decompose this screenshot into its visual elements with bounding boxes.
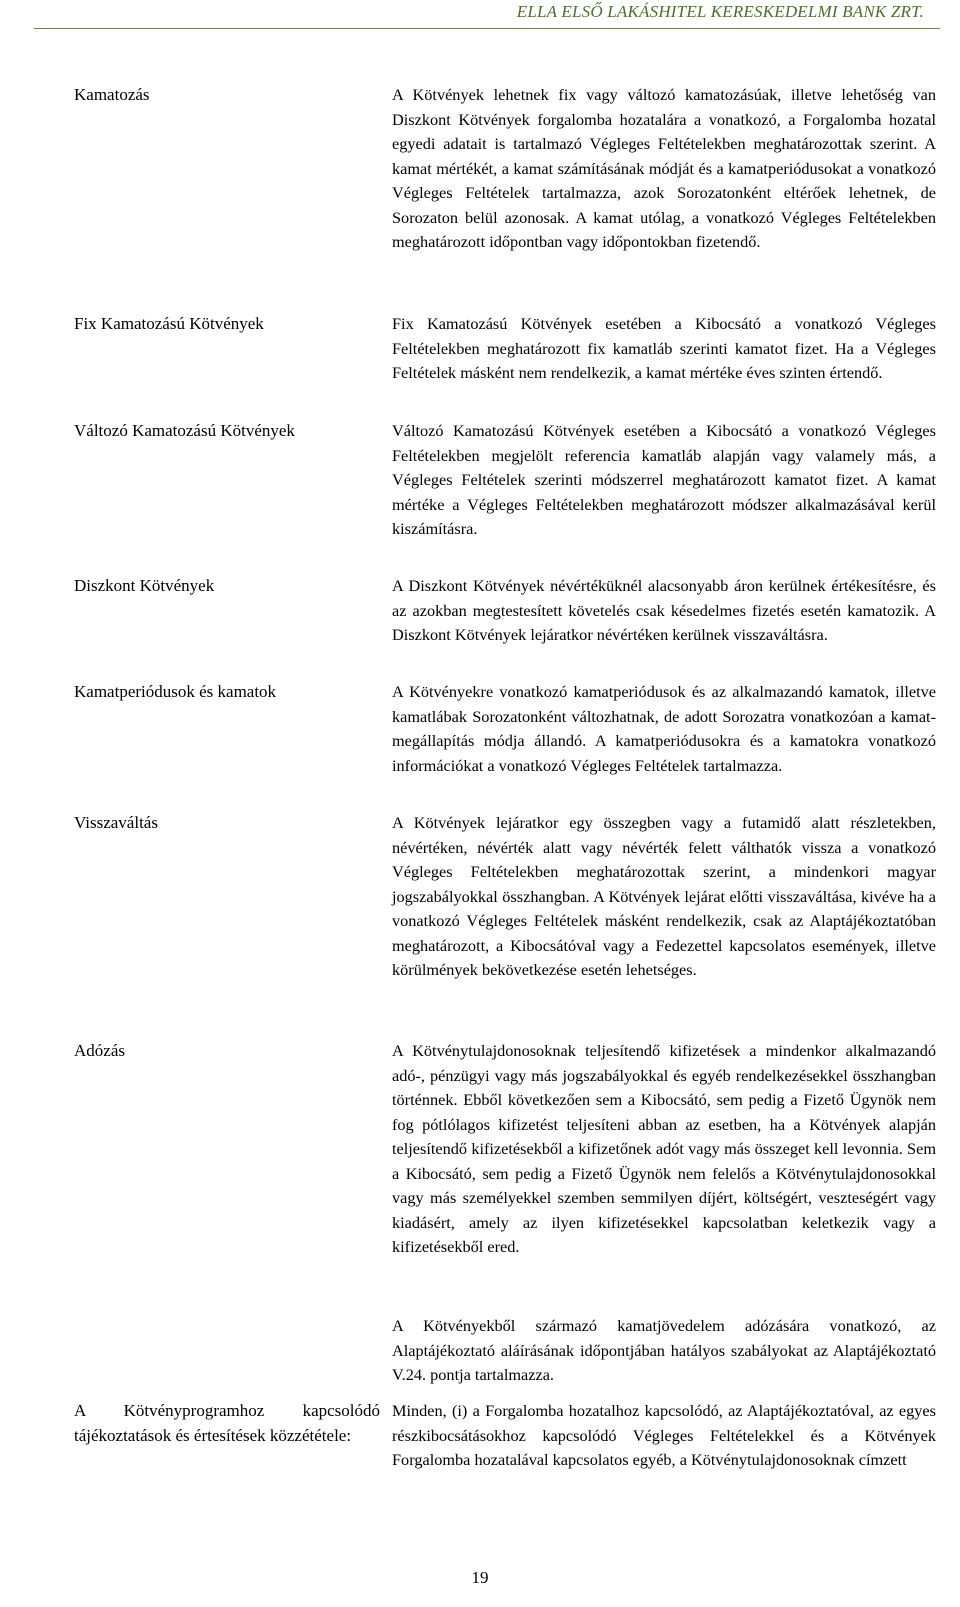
- section-label: Fix Kamatozású Kötvények: [74, 314, 264, 333]
- section-text: Fix Kamatozású Kötvények esetében a Kibocsátó a vonatkozó Végleges Feltételekben meghatározott fix kamatláb szerinti kamatot fizet. Ha a Végleges Feltételek másként nem rendelkezik, a kamat mértéke éves szinten értendő.: [392, 314, 936, 382]
- section-label: Adózás: [74, 1041, 125, 1060]
- section-text: A Kötvények lejáratkor egy összegben vagy a futamidő alatt részletekben, névértéken, névérték alatt vagy névérték felett válthatók vissza a vonatkozó Végleges Feltételekben meghatározottak szerint, a mindenkori magyar jogszabályokkal összhangban. A Kötvények lejárat előtti visszaváltása, kivéve ha a vonatkozó Végleges Feltételek másként rendelkezik, csak az Alaptájékoztatóban meghatározott, a Kibocsátóval vagy a Fedezettel kapcsolatos események, illetve körülmények bekövetkezése esetén lehetséges.: [392, 813, 936, 979]
- section-text: Minden, (i) a Forgalomba hozatalhoz kapcsolódó, az Alaptájékoztatóval, az egyes részkibocsátásokhoz kapcsolódó Végleges Feltételekkel és a Kötvények Forgalomba hozatalával kapcsolatos egyéb, a Kötvénytulajdonosoknak címzett: [392, 1401, 936, 1469]
- section-label: Diszkont Kötvények: [74, 576, 215, 595]
- section-text: A Kötvények lehetnek fix vagy változó kamatozásúak, illetve lehetőség van Diszkont Kötvények forgalomba hozatalára a vonatkozó, a Forgalomba hozatal egyedi adatait is tartalmazó Végleges Feltételekben meghatározottak szerint. A kamat mértékét, a kamat számításának módját és a kamatperiódusokat a vonatkozó Végleges Feltételek tartalmazza, azok Sorozatonként eltérőek lehetnek, de Sorozaton belül azonosak. A kamat utólag, a vonatkozó Végleges Feltételekben meghatározott időpontban vagy időpontokban fizetendő.: [392, 85, 936, 251]
- section-label: Kamatperiódusok és kamatok: [74, 682, 277, 701]
- section-label: Visszaváltás: [74, 813, 158, 832]
- section-text: A Kötvénytulajdonosoknak teljesítendő kifizetések a mindenkor alkalmazandó adó-, pénzügyi vagy más jogszabályokkal és egyéb rendelkezésekkel összhangban történnek. Ebből következően sem a Kibocsátó, sem pedig a Fizető Ügynök nem fog pótlólagos kifizetést teljesíteni abban az esetben, ha a Kötvények alapján teljesítendő kifizetésekből a kifizetőnek adót vagy más összeget kell levonnia. Sem a Kibocsátó, sem pedig a Fizető Ügynök nem felelős a Kötvénytulajdonosokkal vagy más személyekkel szemben semmilyen díjért, költségért, veszteségért vagy kiadásért, amely az ilyen kifizetésekkel kapcsolatban keletkezik vagy a kifizetésekből ered.: [392, 1041, 936, 1256]
- section-text: A Diszkont Kötvények névértéküknél alacsonyabb áron kerülnek értékesítésre, és az azokban megtestesített követelés csak késedelmes fizetés esetén kamatozik. A Diszkont Kötvények lejáratkor névértéken kerülnek visszaváltásra.: [392, 576, 936, 644]
- section-text: A Kötvényekre vonatkozó kamatperiódusok és az alkalmazandó kamatok, illetve kamatlábak Sorozatonként változhatnak, de adott Sorozatra vonatkozóan a kamat-megállapítás módja állandó. A kamatperiódusokra és a kamatokra vonatkozó információkat a vonatkozó Végleges Feltételek tartalmazza.: [392, 682, 936, 775]
- header-divider: [34, 28, 940, 29]
- section-text: Változó Kamatozású Kötvények esetében a Kibocsátó a vonatkozó Végleges Feltételekben megjelölt referencia kamatláb alapján vagy valamely más, a Végleges Feltételek szerinti módszerrel meghatározott kamatot fizet. A kamat mértéke a Végleges Feltételekben meghatározott módszer alkalmazásával kerül kiszámításra.: [392, 421, 936, 538]
- header-title: ELLA ELSŐ LAKÁSHITEL KERESKEDELMI BANK ZRT.: [516, 2, 924, 21]
- page-header: [0, 2, 960, 26]
- section-label: A Kötvényprogramhoz kapcsolódó tájékoztatások és értesítések közzététele:: [74, 1401, 380, 1445]
- page-number: 19: [471, 1568, 489, 1587]
- section-text-secondary: A Kötvényekből származó kamatjövedelem adózására vonatkozó, az Alaptájékoztató aláírásának időpontjában hatályos szabályokat az Alaptájékoztató V.24. pontja tartalmazza.: [392, 1316, 936, 1384]
- section-label: Kamatozás: [74, 85, 150, 104]
- section-label: Változó Kamatozású Kötvények: [74, 421, 295, 440]
